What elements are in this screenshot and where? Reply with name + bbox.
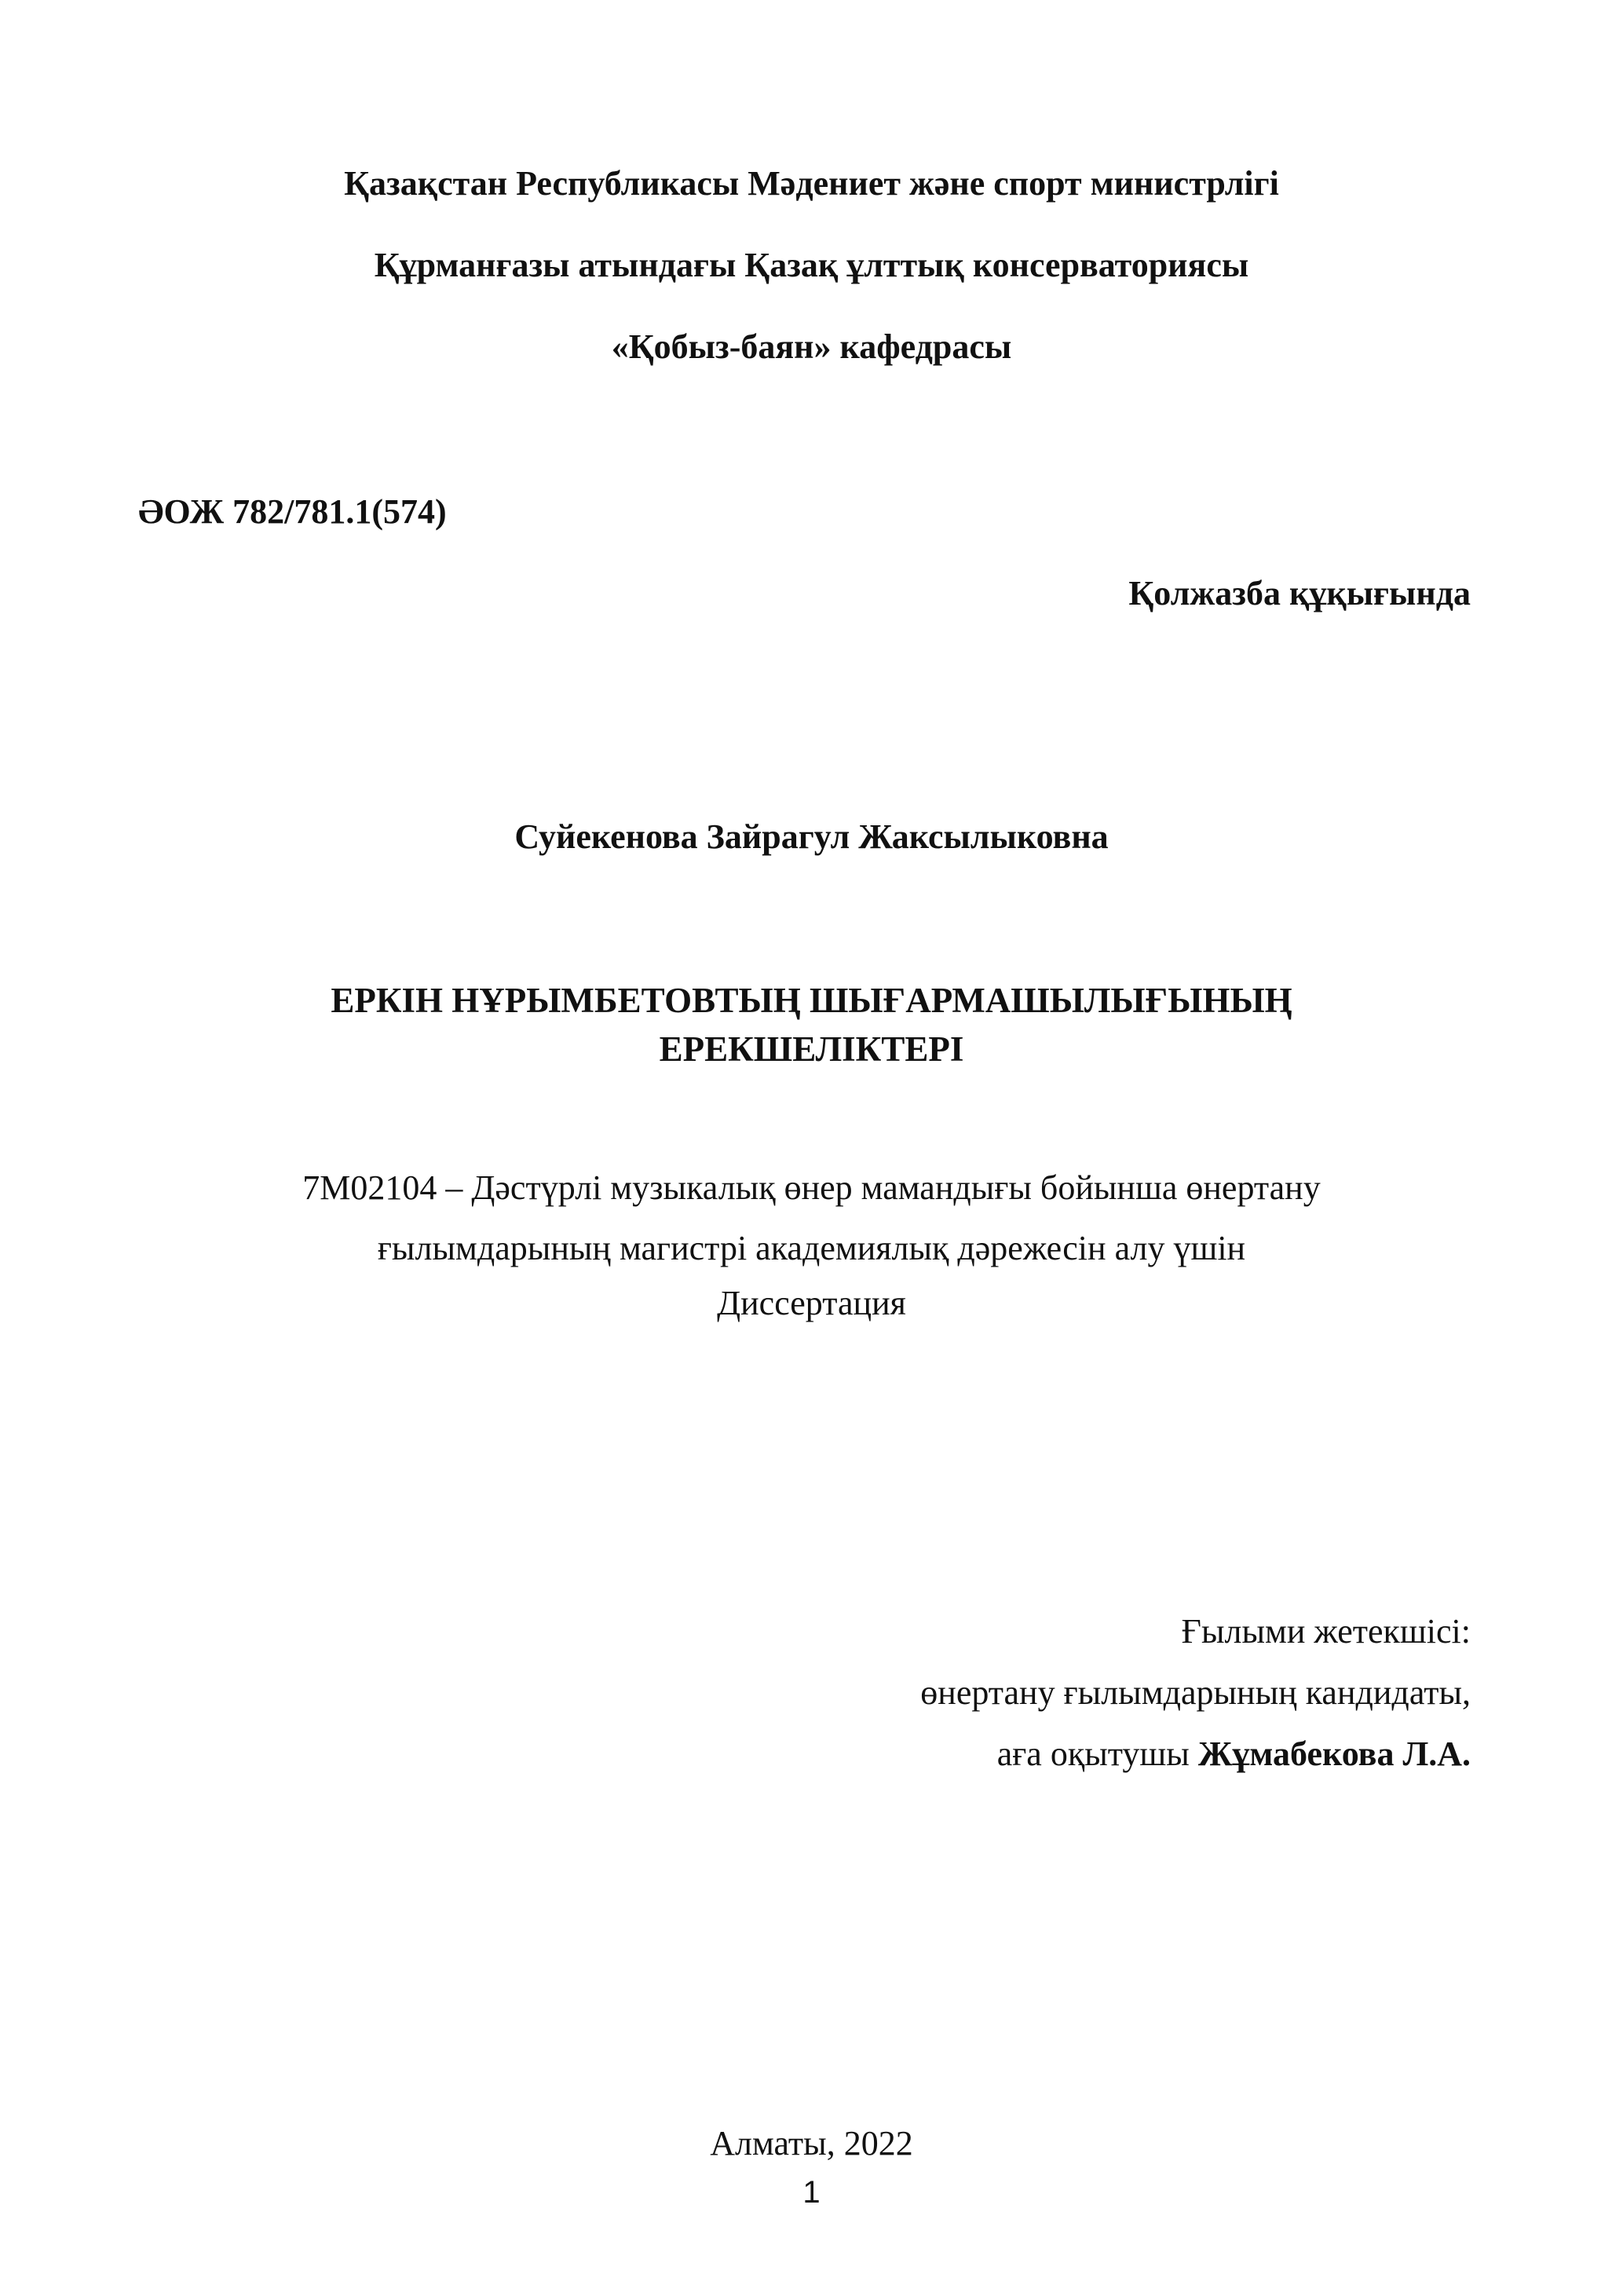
degree-line-3: Диссертация [717, 1284, 906, 1322]
supervisor-degree: өнертану ғылымдарының кандидаты, [920, 1673, 1471, 1712]
department-heading: «Қобыз-баян» кафедрасы [611, 327, 1012, 366]
author-name: Суйекенова Зайрагул Жаксылыковна [514, 817, 1109, 856]
supervisor-name: Жұмабекова Л.А. [1197, 1735, 1471, 1773]
degree-line-1: 7М02104 – Дәстүрлі музыкалық өнер мамандығы бойынша өнертану [302, 1168, 1321, 1207]
conservatory-heading: Құрманғазы атындағы Қазақ ұлттық консерваториясы [374, 246, 1249, 284]
ministry-heading: Қазақстан Республикасы Мәдениет және спорт министрлігі [344, 164, 1279, 203]
thesis-title-line-2: ЕРЕКШЕЛІКТЕРІ [659, 1029, 964, 1069]
supervisor-position-line [997, 1734, 1471, 1775]
thesis-title-line-1: ЕРКІН НҰРЫМБЕТОВТЫҢ ШЫҒАРМАШЫЛЫҒЫНЫҢ [331, 981, 1292, 1020]
manuscript-rights: Қолжазба құқығында [1128, 574, 1471, 612]
degree-line-2: ғылымдарының магистрі академиялық дәрежесін алу үшін [377, 1229, 1246, 1267]
city-year: Алматы, 2022 [710, 2124, 913, 2163]
page-number: 1 [802, 2175, 821, 2210]
udc-code: ӘОЖ 782/781.1(574) [138, 492, 447, 531]
supervisor-position: аға оқытушы [996, 1735, 1190, 1773]
supervisor-heading: Ғылыми жетекшісі: [1181, 1612, 1471, 1651]
